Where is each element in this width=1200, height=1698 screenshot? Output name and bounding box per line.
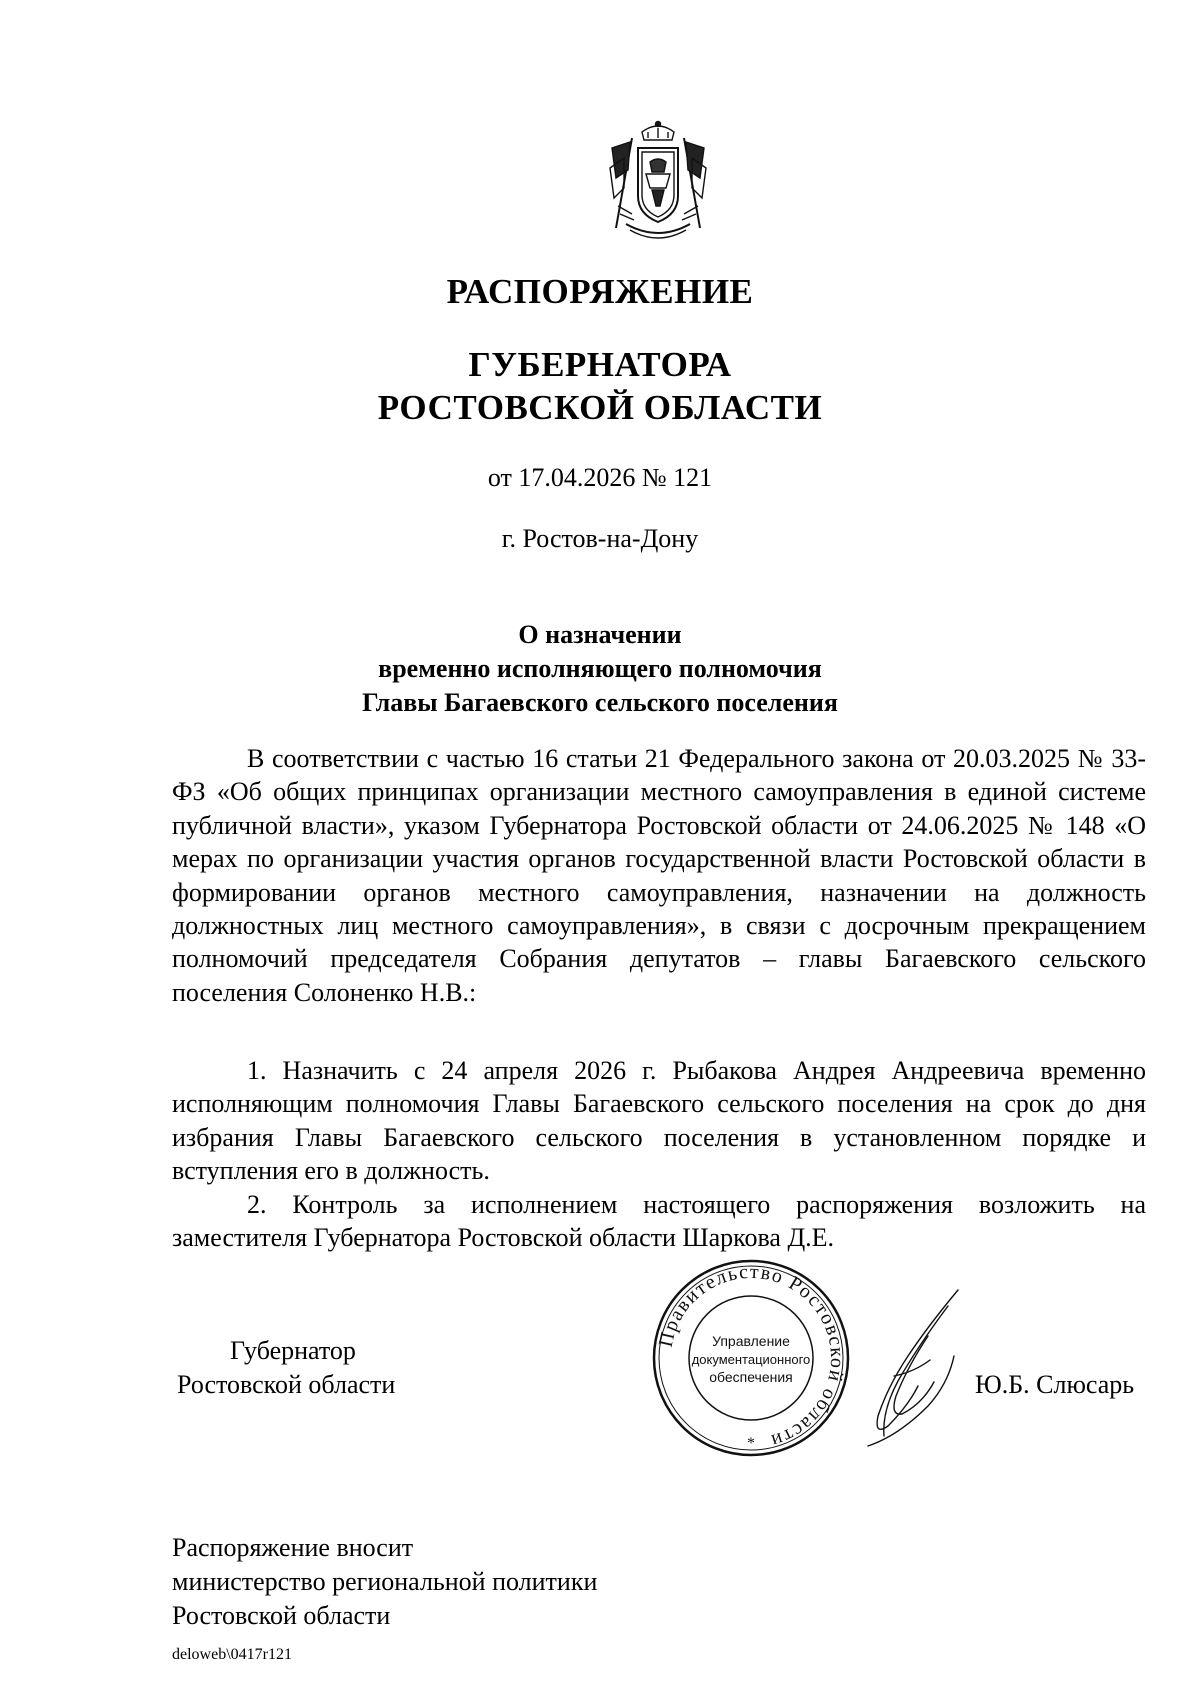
document-date-number: от 17.04.2026 № 121 [487, 463, 713, 492]
stamp-inner-line3: обеспечения [709, 1369, 793, 1385]
issuer-title-line1: ГУБЕРНАТОРА [468, 345, 732, 384]
handwritten-signature [838, 1286, 978, 1456]
stamp-inner-line2: документационного [691, 1352, 811, 1367]
subject-line1: О назначении [518, 620, 682, 649]
item-1-paragraph: 1. Назначить с 24 апреля 2026 г. Рыбакова Андрея Андреевича временно исполняющим полномочия Главы Багаевского сельского поселения на срок до дня избрания Главы Багаевского сельского поселения в установленном порядке и вступления его в должность. [172, 1056, 1146, 1186]
document-city: г. Ростов-на-Дону [501, 524, 699, 553]
document-items [172, 1054, 1146, 1254]
stamp-ring-text: Правительство Ростовской области [654, 1260, 849, 1453]
coat-of-arms-emblem [602, 118, 714, 246]
stamp-inner-line1: Управление [712, 1333, 790, 1349]
subject-line2: временно исполняющего полномочия [378, 654, 822, 683]
submitter-line3: Ростовской области [172, 1601, 391, 1630]
signatory-name: Ю.Б. Слюсарь [975, 1370, 1135, 1399]
subject-line3: Главы Багаевского сельского поселения [362, 688, 838, 717]
document-body [172, 742, 1146, 1009]
signatory-position-line1: Губернатор [230, 1336, 356, 1365]
submitter-line2: министерство региональной политики [172, 1567, 598, 1596]
document-registry-code: deloweb\0417r121 [172, 1646, 292, 1663]
item-2-paragraph: 2. Контроль за исполнением настоящего распоряжения возложить на заместителя Губернатора Ростовской области Шаркова Д.Е. [172, 1189, 1146, 1253]
official-stamp [651, 1258, 851, 1458]
preamble-paragraph: В соответствии с частью 16 статьи 21 Федерального закона от 20.03.2025 № 33-ФЗ «Об общих принципах организации местного самоуправления в единой системе публичной власти», указом Губернатора Ростовской области от 24.06.2025 № 148 «О мерах по организации участия органов государственной власти Ростовской области в формировании органов местного самоуправления, назначении на должность должностных лиц местного самоуправления», в связи с досрочным прекращением полномочий председателя Собрания депутатов – главы Багаевского сельского поселения Солоненко Н.В.: [172, 744, 1146, 1007]
signatory-position-line2: Ростовской области [177, 1370, 396, 1399]
issuer-title-line2: РОСТОВСКОЙ ОБЛАСТИ [377, 388, 823, 427]
submitter-line1: Распоряжение вносит [172, 1533, 414, 1562]
document-type-title: РАСПОРЯЖЕНИЕ [446, 272, 754, 311]
stamp-star: * [747, 1435, 755, 1452]
